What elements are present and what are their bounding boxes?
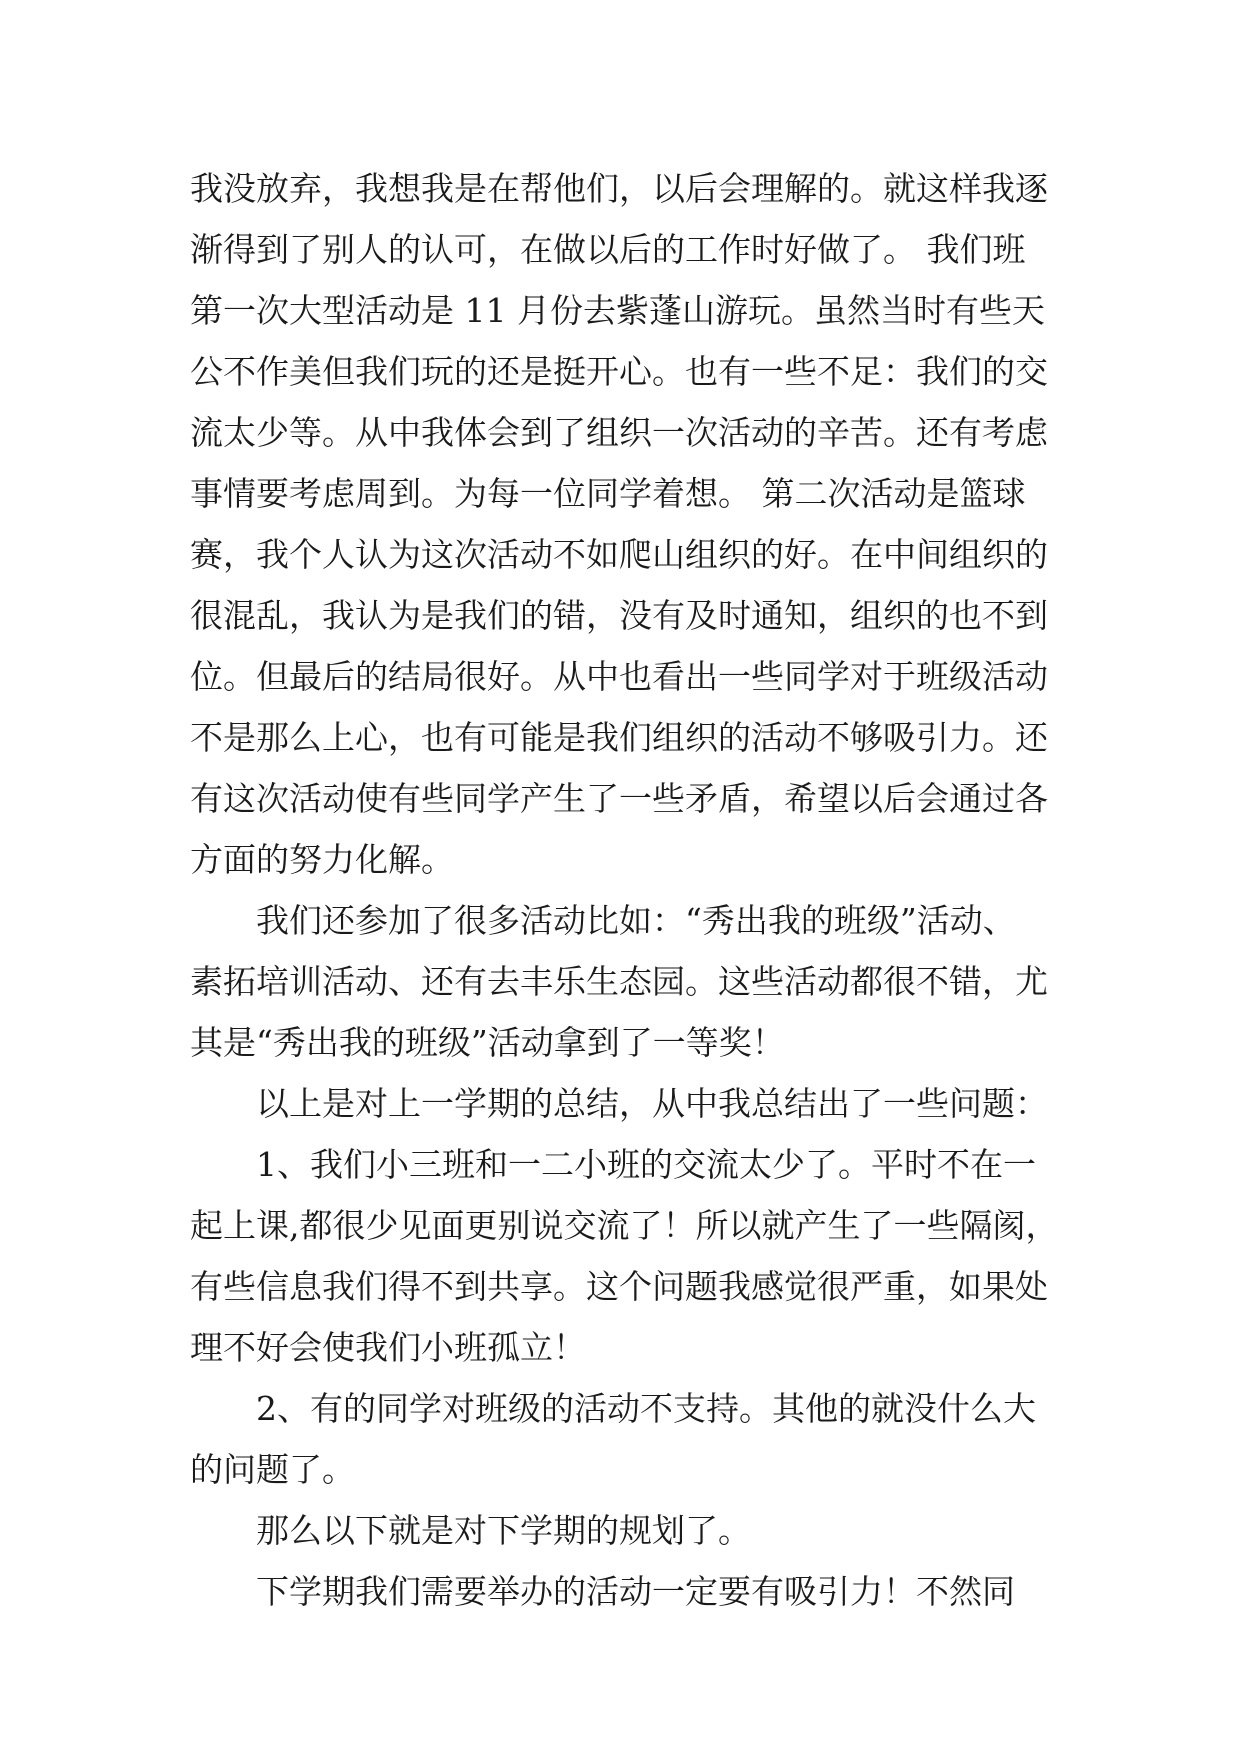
text-line: 方面的努力化解。 [190, 840, 454, 879]
text-line: 有这次活动使有些同学产生了一些矛盾，希望以后会通过各 [190, 779, 1048, 818]
paragraph-first-line: 那么以下就是对下学期的规划了。 [256, 1511, 751, 1550]
text-line: 其是“秀出我的班级”活动拿到了一等奖！ [190, 1023, 785, 1062]
text-line: 位。但最后的结局很好。从中也看出一些同学对于班级活动 [190, 657, 1048, 696]
text-line: 素拓培训活动、还有去丰乐生态园。这些活动都很不错，尤 [190, 962, 1048, 1001]
text-line: 渐得到了别人的认可，在做以后的工作时好做了。 我们班 [190, 230, 1026, 269]
text-line: 流太少等。从中我体会到了组织一次活动的辛苦。还有考虑 [190, 413, 1048, 452]
text-line: 事情要考虑周到。为每一位同学着想。 第二次活动是篮球 [190, 474, 1026, 513]
text-line: 第一次大型活动是 11 月份去紫蓬山游玩。虽然当时有些天 [190, 291, 1045, 330]
text-line: 赛，我个人认为这次活动不如爬山组织的好。在中间组织的 [190, 535, 1048, 574]
text-line: 公不作美但我们玩的还是挺开心。也有一些不足：我们的交 [190, 352, 1048, 391]
list-item-first-line: 1、我们小三班和一二小班的交流太少了。平时不在一 [256, 1145, 1036, 1184]
text-line: 的问题了。 [190, 1450, 355, 1489]
paragraph-first-line: 我们还参加了很多活动比如：“秀出我的班级”活动、 [256, 901, 1016, 940]
text-line: 很混乱，我认为是我们的错，没有及时通知，组织的也不到 [190, 596, 1048, 635]
paragraph-first-line: 以上是对上一学期的总结，从中我总结出了一些问题： [256, 1084, 1048, 1123]
text-line: 起上课,都很少见面更别说交流了！所以就产生了一些隔阂， [190, 1206, 1059, 1245]
paragraph-first-line: 下学期我们需要举办的活动一定要有吸引力！不然同 [256, 1572, 1015, 1611]
text-line: 理不好会使我们小班孤立！ [190, 1328, 586, 1367]
text-line: 有些信息我们得不到共享。这个问题我感觉很严重，如果处 [190, 1267, 1048, 1306]
text-line: 不是那么上心，也有可能是我们组织的活动不够吸引力。还 [190, 718, 1048, 757]
text-line: 我没放弃，我想我是在帮他们，以后会理解的。就这样我逐 [190, 169, 1048, 208]
list-item-first-line: 2、有的同学对班级的活动不支持。其他的就没什么大 [256, 1389, 1036, 1428]
